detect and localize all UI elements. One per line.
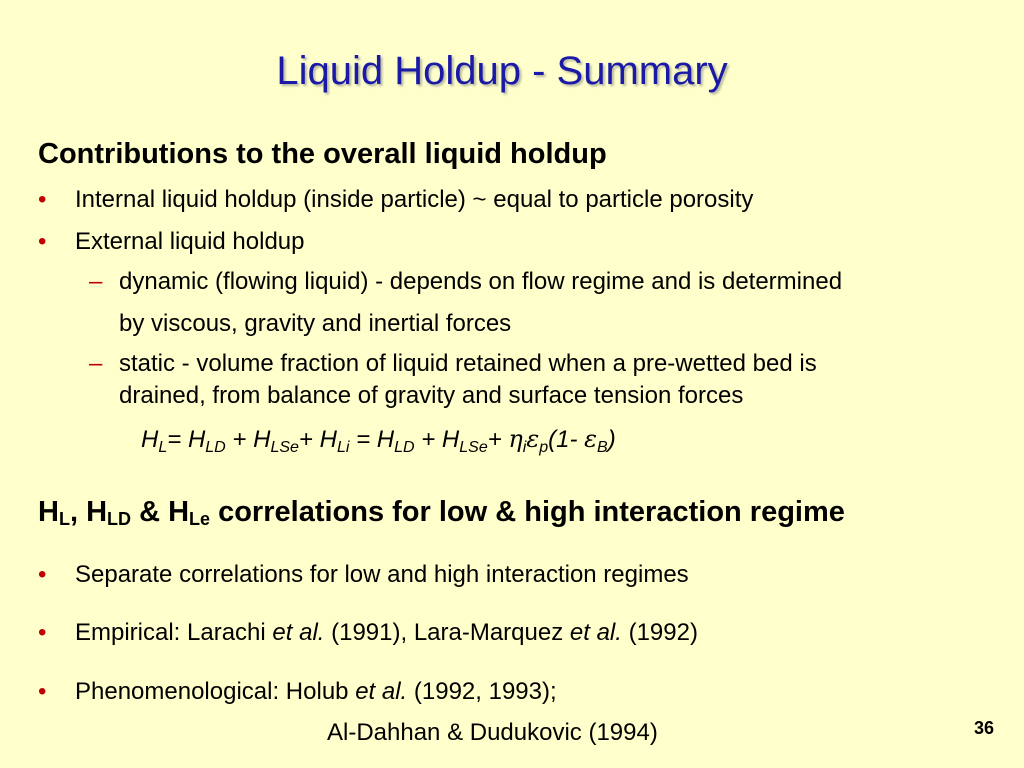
bullet-icon: • [38,619,47,646]
citation-continuation: Al-Dahhan & Dudukovic (1994) [327,719,658,746]
bullet-icon: • [38,186,47,213]
bullet-text: Internal liquid holdup (inside particle) ~ equal to particle porosity [75,186,754,213]
holdup-formula: $H_L= H_{LD} + H_{LSe}+ H_{Li} = H_{LD} + H_{LSe}+ \eta_i\varepsilon_p(1-$ $\varepsilon_B$) [141,425,616,456]
bullet-icon: • [38,561,47,588]
section-heading-correlations: $H_L$, $H_{LD}$ & $H_{Le}$ correlations for low & high interaction regime [38,496,845,529]
dash-icon: – [89,350,103,377]
bullet-text: Phenomenological: Holub et al. (1992, 1993); [75,678,557,705]
subbullet-line: static - volume fraction of liquid retained when a pre-wetted bed is [119,350,817,377]
page-number: 36 [974,718,995,738]
dash-icon: – [89,268,103,295]
subbullet-line: dynamic (flowing liquid) - depends on flow regime and is determined [119,268,843,295]
bullet-text: Separate correlations for low and high interaction regimes [75,561,689,588]
section-heading-contributions: Contributions to the overall liquid holdup [38,138,607,170]
bullet-text: External liquid holdup [75,228,305,255]
slide-title: Liquid Holdup - Summary [276,49,728,93]
subbullet-line: drained, from balance of gravity and surface tension forces [119,382,744,409]
subbullet-line: by viscous, gravity and inertial forces [119,310,512,337]
bullet-icon: • [38,678,47,705]
bullet-text: Empirical: Larachi et al. (1991), Lara-Marquez et al. (1992) [75,619,698,646]
bullet-icon: • [38,228,47,255]
